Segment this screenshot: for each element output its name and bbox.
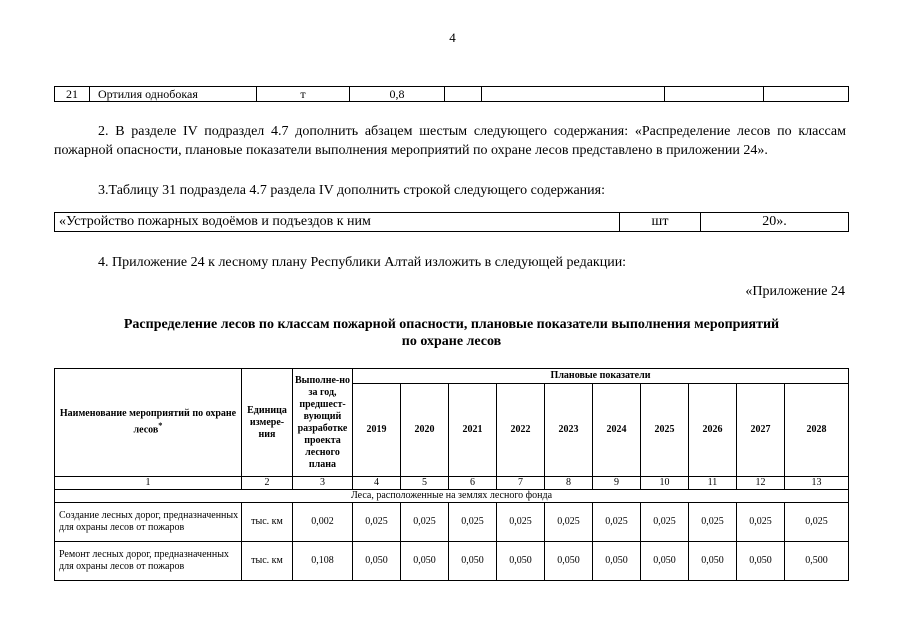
- header-done: Выполне-но за год, предшест-вующий разработке проекта лесного плана: [293, 369, 353, 477]
- footnote-mark: *: [158, 421, 163, 431]
- col-number: 5: [401, 477, 449, 490]
- column-numbers-row: [55, 477, 849, 490]
- col-number: 11: [689, 477, 737, 490]
- year-2025: 2025: [641, 384, 689, 477]
- row-value: 0,050: [497, 542, 545, 581]
- heading-line-1: Распределение лесов по классам пожарной опасности, плановые показатели выполнения мероприятий: [123, 317, 780, 332]
- header-plan: Плановые показатели: [353, 369, 849, 384]
- col-number: 7: [497, 477, 545, 490]
- section-title: Леса, расположенные на землях лесного фонда: [55, 490, 849, 503]
- col-number: 8: [545, 477, 593, 490]
- row-unit: т: [257, 87, 350, 102]
- col-number: 4: [353, 477, 401, 490]
- paragraph-4: 4. Приложение 24 к лесному плану Республики Алтай изложить в следующей редакции:: [98, 255, 627, 270]
- empty-cell: [764, 87, 849, 102]
- year-2019: 2019: [353, 384, 401, 477]
- col-number: 13: [785, 477, 849, 490]
- row-value: 0,025: [353, 503, 401, 542]
- header-unit: Единица измере-ния: [242, 369, 293, 477]
- col-number: 2: [242, 477, 293, 490]
- section-row: [55, 490, 849, 503]
- row-name: Создание лесных дорог, предназначенных для охраны лесов от пожаров: [55, 503, 242, 542]
- row-value: 0,050: [641, 542, 689, 581]
- table-row: [55, 542, 849, 581]
- heading-line-2: по охране лесов: [401, 334, 502, 349]
- row-value: 0,050: [449, 542, 497, 581]
- row-name: «Устройство пожарных водоёмов и подъездов к ним: [55, 213, 620, 232]
- col-number: 6: [449, 477, 497, 490]
- row-unit: тыс. км: [242, 542, 293, 581]
- row-value: 0,050: [737, 542, 785, 581]
- col-number: 1: [55, 477, 242, 490]
- added-row-table: [54, 212, 849, 232]
- empty-cell: [445, 87, 482, 102]
- row-value: 0,050: [353, 542, 401, 581]
- header-row: [55, 369, 849, 384]
- row-value: 0,025: [689, 503, 737, 542]
- year-2021: 2021: [449, 384, 497, 477]
- year-2028: 2028: [785, 384, 849, 477]
- row-name: Ортилия однобокая: [90, 87, 257, 102]
- row-value: 20».: [701, 213, 849, 232]
- row-unit: шт: [620, 213, 701, 232]
- row-value: 0,050: [401, 542, 449, 581]
- year-2024: 2024: [593, 384, 641, 477]
- row-value: 0,050: [545, 542, 593, 581]
- table-row: [55, 503, 849, 542]
- row-value: 0,025: [593, 503, 641, 542]
- top-table-fragment: [54, 86, 849, 102]
- row-value: 0,8: [350, 87, 445, 102]
- empty-cell: [665, 87, 764, 102]
- row-value: 0,025: [545, 503, 593, 542]
- row-unit: тыс. км: [242, 503, 293, 542]
- appendix-heading: [54, 316, 849, 350]
- row-value: 0,025: [641, 503, 689, 542]
- year-2027: 2027: [737, 384, 785, 477]
- table-row: [55, 87, 849, 102]
- appendix-label: «Приложение 24: [745, 284, 845, 299]
- row-number: 21: [55, 87, 90, 102]
- year-2023: 2023: [545, 384, 593, 477]
- row-value: 0,025: [449, 503, 497, 542]
- table-row: [55, 213, 849, 232]
- year-2020: 2020: [401, 384, 449, 477]
- row-value: 0,500: [785, 542, 849, 581]
- year-2026: 2026: [689, 384, 737, 477]
- col-number: 3: [293, 477, 353, 490]
- col-number: 12: [737, 477, 785, 490]
- empty-cell: [482, 87, 665, 102]
- paragraph-2: 2. В разделе IV подраздел 4.7 дополнить абзацем шестым следующего содержания: «Распределение лесов по классам пожарной опасности, плановые показатели выполнения мероприятий по охране лесов представлено в приложении 24».: [54, 124, 846, 158]
- row-value: 0,025: [737, 503, 785, 542]
- row-value: 0,050: [593, 542, 641, 581]
- row-value: 0,025: [497, 503, 545, 542]
- main-table: [54, 368, 849, 581]
- page-number: 4: [449, 30, 456, 45]
- paragraph-3: 3.Таблицу 31 подраздела 4.7 раздела IV дополнить строкой следующего содержания:: [98, 183, 605, 198]
- row-value: 0,025: [785, 503, 849, 542]
- header-name: Наименование мероприятий по охране лесов*: [55, 369, 242, 477]
- row-value: 0,050: [689, 542, 737, 581]
- row-name: Ремонт лесных дорог, предназначенных для охраны лесов от пожаров: [55, 542, 242, 581]
- row-done: 0,002: [293, 503, 353, 542]
- col-number: 10: [641, 477, 689, 490]
- row-done: 0,108: [293, 542, 353, 581]
- year-2022: 2022: [497, 384, 545, 477]
- col-number: 9: [593, 477, 641, 490]
- row-value: 0,025: [401, 503, 449, 542]
